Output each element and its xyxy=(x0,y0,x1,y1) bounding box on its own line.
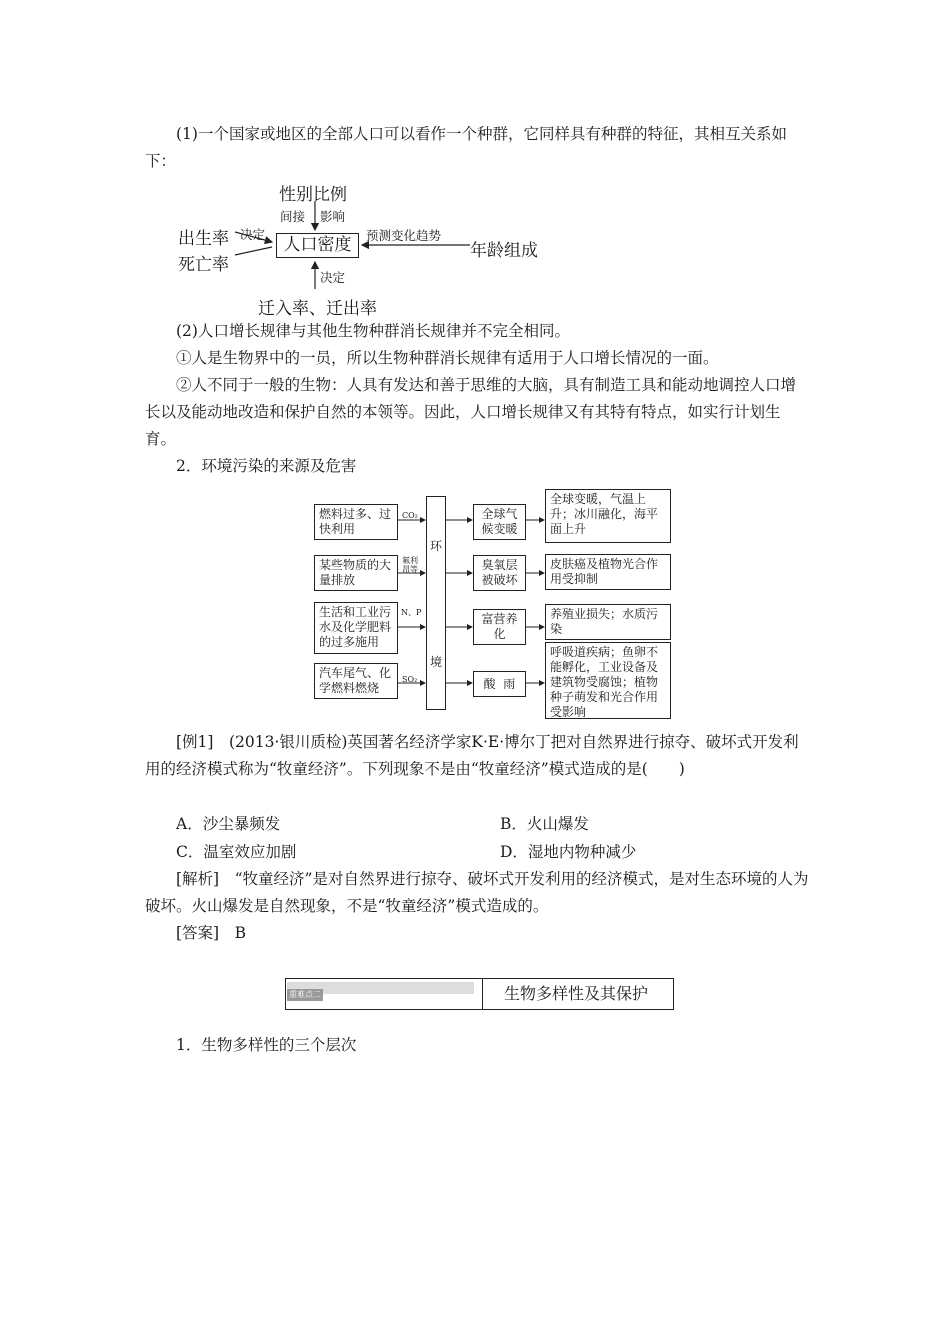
heading-biodiversity: 1．生物多样性的三个层次 xyxy=(176,1036,357,1054)
effect-eutrophication: 富营养化 xyxy=(473,609,526,645)
source-fuel: 燃料过多、过快利用 xyxy=(314,504,398,540)
option-d: D．湿地内物种减少 xyxy=(500,843,637,861)
harm-warming: 全球变暖，气温上升；冰川融化，海平面上升 xyxy=(545,489,671,543)
environment-label-bottom: 境 xyxy=(430,655,443,669)
migration-label: 迁入率、迁出率 xyxy=(258,299,377,319)
paragraph-1: (1)一个国家或地区的全部人口可以看作一个种群，它同样具有种群的特征，其相互关系如下： xyxy=(145,125,787,170)
predict-label: 预测变化趋势 xyxy=(366,228,442,243)
option-a: A．沙尘暴频发 xyxy=(176,815,281,833)
paragraph-3: ①人是生物界中的一员，所以生物种群消长规律有适用于人口增长情况的一面。 xyxy=(176,349,719,367)
analysis: [解析] “牧童经济”是对自然界进行掠夺、破坏式开发利用的经济模式，是对生态环境的人为破坏。火山爆发是自然现象，不是“牧童经济”模式造成的。 xyxy=(145,870,809,915)
age-structure-label: 年龄组成 xyxy=(470,241,538,261)
option-b: B．火山爆发 xyxy=(500,815,589,833)
influence-label: 影响 xyxy=(320,209,346,224)
example-question: [例1] (2013·银川质检)英国著名经济学家K·E·博尔丁把对自然界进行掠夺、破坏式开发利用的经济模式称为“牧童经济”。下列现象不是由“牧童经济”模式造成的是( ) xyxy=(145,733,799,778)
decide-label-2: 决定 xyxy=(320,270,346,285)
section-title: 生物多样性及其保护 xyxy=(504,984,649,1003)
death-rate-label: 死亡率 xyxy=(178,255,229,275)
environment-box xyxy=(426,496,446,710)
population-density-box: 人口密度 xyxy=(276,233,359,258)
option-c: C．温室效应加剧 xyxy=(176,843,297,861)
environment-label-top: 环 xyxy=(430,539,443,553)
section-tag: 重难点二 xyxy=(289,990,321,999)
sex-ratio-label: 性别比例 xyxy=(279,185,347,205)
section-header-divider xyxy=(482,979,483,1009)
substance-np: N、P xyxy=(401,608,422,617)
substance-co2: CO₂ xyxy=(402,511,418,520)
paragraph-4: ②人不同于一般的生物：人具有发达和善于思维的大脑，具有制造工具和能动地调控人口增长以及能动地改造和保护自然的本领等。因此，人口增长规律又有其特有特点，如实行计划生育。 xyxy=(145,376,797,448)
source-wastewater: 生活和工业污水及化学肥料的过多施用 xyxy=(314,602,398,654)
source-exhaust: 汽车尾气、化学燃料燃烧 xyxy=(314,663,398,699)
effect-acid-rain: 酸 雨 xyxy=(473,671,526,697)
section-tag-bar xyxy=(287,982,474,999)
harm-ozone: 皮肤癌及植物光合作用受抑制 xyxy=(545,554,671,590)
harm-eutrophication: 养殖业损失；水质污染 xyxy=(545,604,671,640)
paragraph-2: (2)人口增长规律与其他生物种群消长规律并不完全相同。 xyxy=(176,322,570,340)
substance-freon: 氟利昂等 xyxy=(402,556,418,574)
source-emission: 某些物质的大量排放 xyxy=(314,555,398,591)
answer: [答案] B xyxy=(176,924,246,942)
decide-label: 决定 xyxy=(240,227,266,242)
harm-acid-rain: 呼吸道疾病；鱼卵不能孵化，工业设备及建筑物受腐蚀；植物种子萌发和光合作用受影响 xyxy=(545,642,671,719)
birth-rate-label: 出生率 xyxy=(178,229,229,249)
indirect-label: 间接 xyxy=(280,209,306,224)
effect-ozone: 臭氧层被破坏 xyxy=(473,555,526,591)
effect-warming: 全球气候变暖 xyxy=(473,504,526,540)
heading-environment-pollution: 2．环境污染的来源及危害 xyxy=(176,457,357,475)
substance-so2: SO₂ xyxy=(402,675,418,684)
